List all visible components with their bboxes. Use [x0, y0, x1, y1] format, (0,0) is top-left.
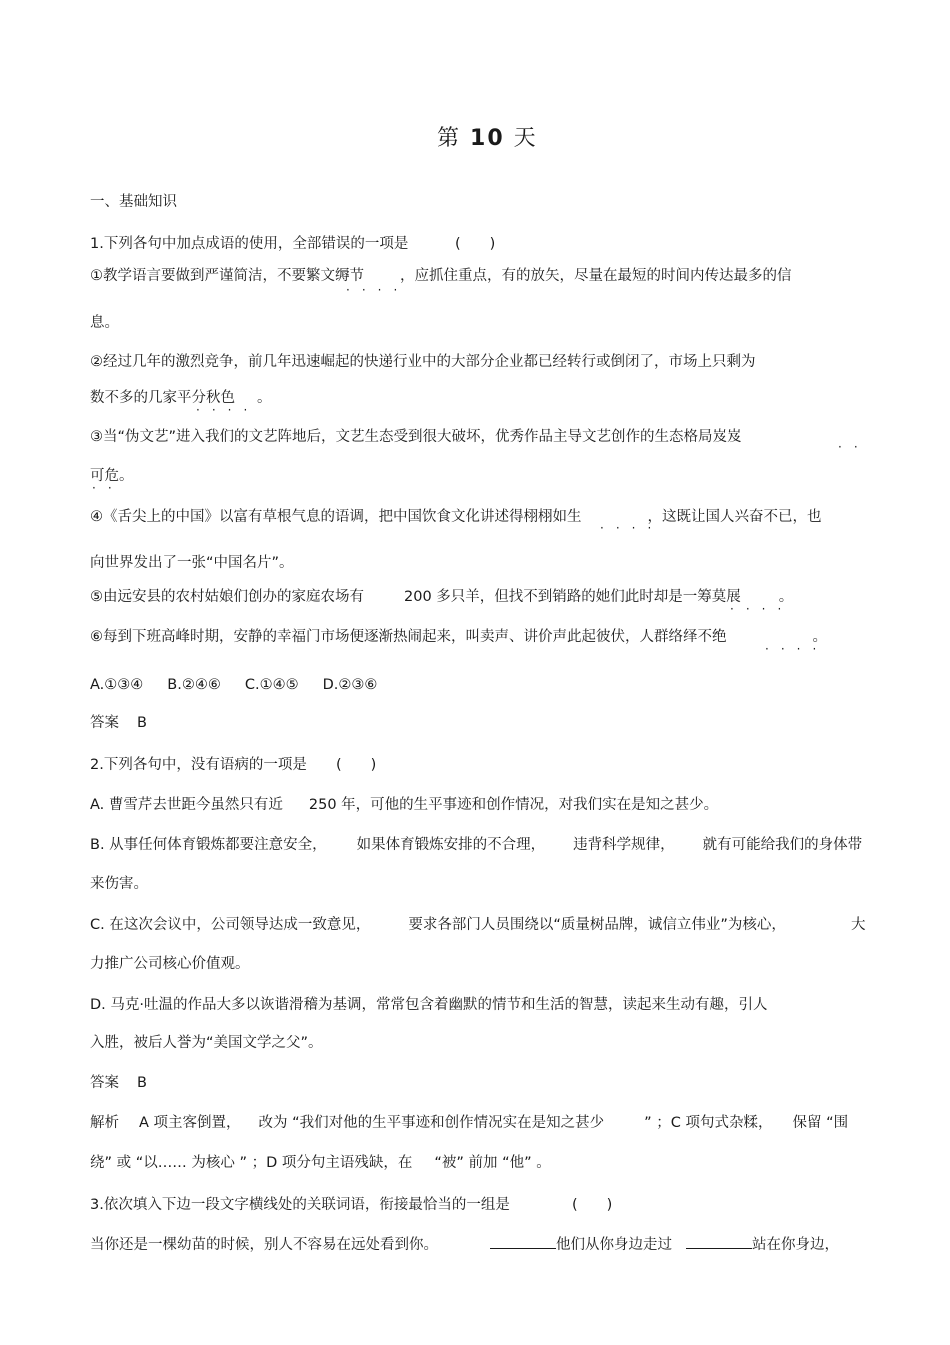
q1-option-b: B.②④⑥: [167, 677, 221, 693]
q1-sentence-6: [90, 627, 827, 647]
q1-s1-text: ①教学语言要做到严谨简洁，不要繁文缛节: [90, 268, 364, 284]
q1-s4-text: ④《舌尖上的中国》以富有草根气息的语调，把中国饮食文化讲述得栩栩如生: [90, 509, 582, 525]
q1-s2-end: 。: [257, 390, 272, 406]
q1-s5-end: 。: [778, 589, 794, 605]
q2-b-text-4: 就有可能给我们的身体带: [702, 837, 863, 853]
q2-option-a: [90, 795, 718, 815]
section-heading: 一、基础知识: [90, 194, 177, 210]
q2-explanation: [90, 1113, 848, 1133]
explanation-label: 解析: [90, 1115, 119, 1131]
q2-c-text: C. 在这次会议中，公司领导达成一致意见，: [90, 917, 371, 933]
q1-option-a: A.①③④: [90, 677, 144, 693]
q1-sentence-5: [90, 587, 793, 607]
explanation-text-6: “被” 前加 “他” 。: [434, 1155, 551, 1171]
q1-sentence-1-end: 息。: [90, 315, 119, 331]
q1-sentence-1: [90, 266, 792, 286]
q1-stem: 1.下列各句中加点成语的使用，全部错误的一项是: [90, 236, 409, 252]
q1-sentence-4-end: 向世界发出了一张“中国名片”。: [90, 555, 294, 571]
emphasis-dots: · · · ·: [600, 521, 652, 535]
q3-passage: [90, 1234, 839, 1255]
q2-c-text-2: 要求各部门人员围绕以“质量树品牌，诚信立伟业”为核心，: [408, 917, 786, 933]
q2-b-text-3: 违背科学规律，: [573, 837, 675, 853]
q2-b-text: B. 从事任何体育锻炼都要注意安全，: [90, 837, 327, 853]
q2-option-c-end: 力推广公司核心价值观。: [90, 956, 250, 972]
title-prefix: 第: [437, 126, 462, 151]
q2-answer: [90, 1073, 147, 1093]
q1-s3-end: 。: [119, 468, 134, 484]
explanation-text-2: 改为 “我们对他的生平事迹和创作情况实在是知之甚少: [258, 1115, 605, 1131]
q3-text-1: 当你还是一棵幼苗的时候，别人不容易在远处看到你。: [90, 1237, 438, 1253]
q1-option-d: D.②③⑥: [322, 677, 378, 693]
q1-paren: ( ): [455, 236, 496, 252]
q1-s6-text: ⑥每到下班高峰时期，安静的幸福门市场便逐渐热闹起来，叫卖声、讲价声此起彼伏，人群络绎不绝: [90, 629, 727, 645]
emphasis-dots: · ·: [838, 440, 858, 454]
q2-option-b-end: 来伤害。: [90, 876, 148, 892]
explanation-text-3: ” ；C 项句式杂糅，: [644, 1115, 773, 1131]
q1-sentence-3: ③当“伪文艺”进入我们的文艺阵地后，文艺生态受到很大破坏，优秀作品主导文艺创作的生态格局岌岌: [90, 429, 742, 445]
answer-value: B: [137, 715, 147, 731]
fill-blank-1[interactable]: [490, 1234, 556, 1249]
q2-option-b: [90, 835, 862, 855]
q2-option-c-tail: 大: [851, 917, 866, 933]
explanation-text-5: 绕” 或 “以…… 为核心 ” ；D 项分句主语残缺，在: [90, 1155, 413, 1171]
emphasis-dots: · · · ·: [196, 403, 248, 417]
q1-s1-text-cont: ，应抓住重点，有的放矢，尽量在最短的时间内传达最多的信: [400, 268, 792, 284]
q2-explanation-cont: [90, 1153, 551, 1173]
answer-label: 答案: [90, 715, 119, 731]
title-number: 10: [470, 126, 505, 151]
q1-s6-end: 。: [812, 629, 827, 645]
q1-s4-text-cont: ，这既让国人兴奋不已，也: [647, 509, 822, 525]
q1-sentence-4: [90, 507, 822, 527]
emphasis-dots: · · · ·: [730, 602, 782, 616]
fill-blank-2[interactable]: [686, 1234, 752, 1249]
emphasis-dots: · · · ·: [346, 283, 398, 297]
q1-answer: [90, 713, 147, 733]
q2-paren: ( ): [336, 757, 377, 773]
q1-s3-text: 可危: [90, 468, 119, 484]
q3-text-2: 他们从你身边走过: [556, 1237, 672, 1253]
answer-value: B: [137, 1075, 147, 1091]
explanation-text-4: 保留 “围: [792, 1115, 849, 1131]
q1-sentence-2: ②经过几年的激烈竞争，前几年迅速崛起的快递行业中的大部分企业都已经转行或倒闭了，市场上只剩为: [90, 354, 756, 370]
q3-paren: ( ): [572, 1197, 613, 1213]
q1-options: [90, 675, 377, 695]
emphasis-dots: · ·: [92, 481, 112, 495]
title-suffix: 天: [513, 126, 538, 151]
q3-stem: 3.依次填入下边一段文字横线处的关联词语，衔接最恰当的一组是: [90, 1197, 510, 1213]
q2-option-c: [90, 915, 786, 935]
q2-a-text: A. 曹雪芹去世距今虽然只有近: [90, 797, 283, 813]
q3-text-3: 站在你身边，: [752, 1237, 839, 1253]
page-title: [437, 124, 538, 154]
q2-option-d-end: 入胜，被后人誉为“美国文学之父”。: [90, 1035, 323, 1051]
emphasis-dots: · · · ·: [765, 642, 817, 656]
answer-label: 答案: [90, 1075, 119, 1091]
explanation-text-1: A 项主客倒置，: [139, 1115, 241, 1131]
q1-s5-text-cont: 200 多只羊，但找不到销路的她们此时却是一筹莫展: [404, 589, 741, 605]
q2-a-text-cont: 250 年，可他的生平事迹和创作情况，对我们实在是知之甚少。: [308, 797, 719, 813]
q1-s2-text: 数不多的几家平分秋色: [90, 390, 235, 406]
q1-option-c: C.①④⑤: [244, 677, 299, 693]
q2-b-text-2: 如果体育锻炼安排的不合理，: [356, 837, 546, 853]
q2-stem: 2.下列各句中，没有语病的一项是: [90, 757, 307, 773]
q1-s5-text: ⑤由远安县的农村姑娘们创办的家庭农场有: [90, 589, 364, 605]
q2-option-d: D. 马克·吐温的作品大多以诙谐滑稽为基调，常常包含着幽默的情节和生活的智慧，读起来生动有趣，引人: [90, 997, 768, 1013]
